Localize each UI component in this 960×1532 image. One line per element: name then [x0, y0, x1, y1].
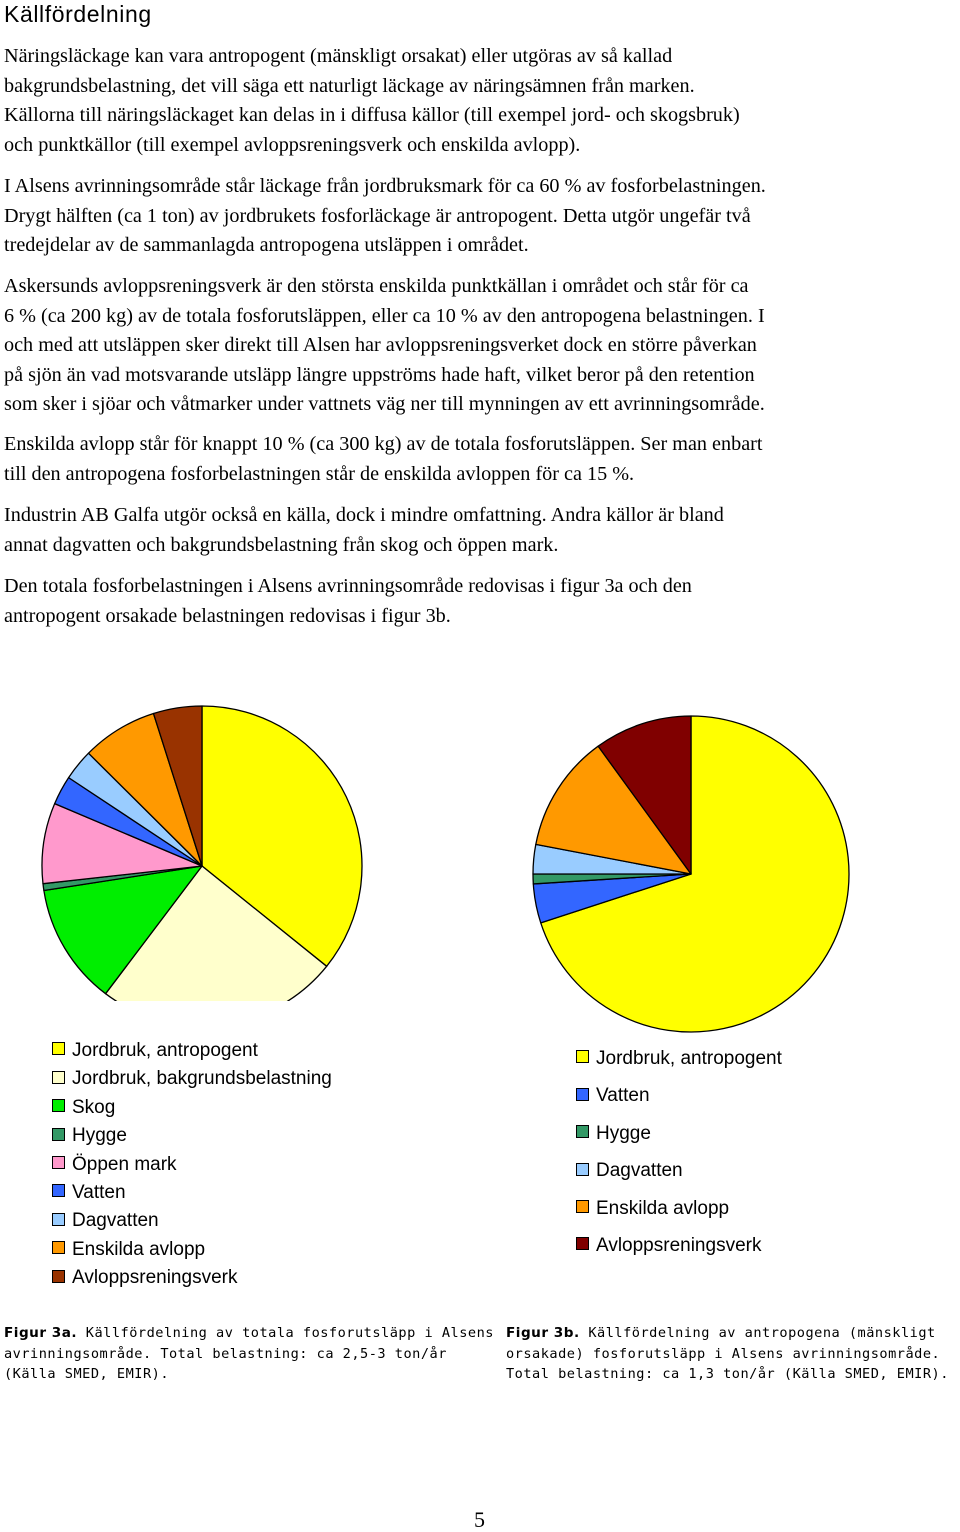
- legend-swatch: [52, 1213, 65, 1226]
- section-heading: Källfördelning: [4, 1, 152, 27]
- legend-item: [576, 1233, 782, 1270]
- paragraph-2: [4, 172, 959, 261]
- legend-label: Hygge: [596, 1122, 651, 1144]
- legend-item: [52, 1096, 332, 1124]
- paragraph-line: annat dagvatten och bakgrundsbelastning från skog och öppen mark.: [4, 533, 559, 556]
- legend-swatch: [576, 1050, 589, 1063]
- legend-label: Dagvatten: [596, 1160, 683, 1182]
- legend-swatch: [576, 1200, 589, 1213]
- paragraph-line: Drygt hälften (ca 1 ton) av jordbrukets fosforläckage är antropogent. Detta utgör ungefär två: [4, 204, 751, 227]
- caption-line: Total belastning: ca 1,3 ton/år (Källa SMED, EMIR).: [506, 1366, 949, 1383]
- legend-swatch: [52, 1128, 65, 1141]
- legend-swatch: [576, 1237, 589, 1250]
- legend-item: [576, 1196, 782, 1233]
- legend-label: Vatten: [72, 1181, 126, 1203]
- legend-swatch: [52, 1270, 65, 1283]
- legend-swatch: [52, 1071, 65, 1084]
- legend-swatch: [52, 1184, 65, 1197]
- legend-label: Vatten: [596, 1085, 650, 1107]
- legend-item: [52, 1153, 332, 1181]
- pie-chart-figur-3a: [36, 701, 368, 1001]
- paragraph-line: Den totala fosforbelastningen i Alsens avrinningsområde redovisas i figur 3a och den: [4, 575, 692, 597]
- legend-item: [576, 1158, 782, 1195]
- caption-line: (Källa SMED, EMIR).: [4, 1366, 169, 1383]
- legend-item: [52, 1067, 332, 1095]
- caption-text: Källfördelning av totala fosforutsläpp i Alsens: [85, 1325, 494, 1341]
- figure-caption-3b: [506, 1323, 949, 1385]
- legend-swatch: [576, 1088, 589, 1101]
- legend-swatch: [52, 1042, 65, 1055]
- page-number: 5: [474, 1507, 485, 1532]
- legend-label: Skog: [72, 1096, 116, 1118]
- figure-caption-3a: [4, 1323, 494, 1385]
- legend-item: [52, 1181, 332, 1209]
- caption-label: Figur 3a.: [4, 1325, 78, 1341]
- legend-swatch: [52, 1241, 65, 1254]
- paragraph-line: som sker i sjöar och våtmarker under vattnets väg ner till mynningen av ett avrinningsområde.: [4, 393, 765, 416]
- pie-chart-figur-3b: [526, 711, 858, 1041]
- paragraph-line: tredejdelar av de sammanlagda antropogena utsläppen i området.: [4, 234, 529, 257]
- legend-label: Jordbruk, antropogent: [596, 1048, 782, 1069]
- paragraph-line: Enskilda avlopp står för knappt 10 % (ca 300 kg) av de totala fosforutsläppen. Ser man enbart: [4, 433, 763, 455]
- paragraph-5: [4, 501, 959, 560]
- caption-line: avrinningsområde. Total belastning: ca 2,5-3 ton/år: [4, 1345, 447, 1362]
- legend-swatch: [52, 1156, 65, 1169]
- paragraph-line: Näringsläckage kan vara antropogent (mänskligt orsakat) eller utgöras av så kallad: [4, 45, 673, 67]
- legend-label: Jordbruk, bakgrundsbelastning: [72, 1068, 332, 1090]
- paragraph-line: 6 % (ca 200 kg) av de totala fosforutsläppen, eller ca 10 % av den antropogena belastningen. I: [4, 304, 765, 327]
- legend-label: Enskilda avlopp: [72, 1238, 206, 1260]
- paragraph-line: och med att utsläppen sker direkt till Alsen har avloppsreningsverket dock en större påverkan: [4, 334, 757, 357]
- caption-line: [4, 1323, 494, 1344]
- paragraph-line: Askersunds avloppsreningsverk är den största enskilda punktkällan i området och står för ca: [4, 275, 749, 297]
- legend-label: Jordbruk, antropogent: [72, 1040, 258, 1061]
- paragraph-4: [4, 430, 959, 489]
- legend-figur-3b: [576, 1046, 782, 1270]
- paragraph-line: I Alsens avrinningsområde står läckage från jordbruksmark för ca 60 % av fosforbelastningen.: [4, 175, 766, 197]
- paragraph-1: [4, 42, 959, 160]
- paragraph-line: bakgrundsbelastning, det vill säga ett naturligt läckage av näringsämnen från marken.: [4, 74, 695, 97]
- paragraph-6: [4, 572, 959, 631]
- legend-item: [576, 1121, 782, 1158]
- legend-figur-3a: [52, 1039, 332, 1295]
- legend-label: Avloppsreningsverk: [596, 1234, 762, 1256]
- paragraph-3: [4, 272, 959, 420]
- legend-swatch: [576, 1125, 589, 1138]
- paragraph-line: och punktkällor (till exempel avloppsreningsverk och enskilda avlopp).: [4, 133, 581, 156]
- legend-item: [576, 1083, 782, 1120]
- legend-label: Hygge: [72, 1125, 127, 1147]
- caption-text: Källfördelning av antropogena (mänskligt: [588, 1325, 936, 1341]
- legend-swatch: [576, 1163, 589, 1176]
- paragraph-line: på sjön än vad motsvarande utsläpp längre uppströms hade haft, vilket beror på den retention: [4, 363, 755, 386]
- legend-item: [52, 1039, 332, 1067]
- legend-item: [52, 1238, 332, 1266]
- legend-swatch: [52, 1099, 65, 1112]
- legend-item: [52, 1266, 332, 1294]
- legend-label: Enskilda avlopp: [596, 1197, 730, 1219]
- paragraph-line: Källorna till näringsläckaget kan delas in i diffusa källor (till exempel jord- och skogsbruk): [4, 104, 740, 127]
- legend-item: [52, 1124, 332, 1152]
- caption-line: orsakade) fosforutsläpp i Alsens avrinningsområde.: [506, 1345, 941, 1362]
- paragraph-line: till den antropogena fosforbelastningen står de enskilda avloppen för ca 15 %.: [4, 462, 635, 485]
- paragraph-line: antropogent orsakade belastningen redovisas i figur 3b.: [4, 604, 451, 627]
- legend-item: [576, 1046, 782, 1083]
- caption-line: [506, 1323, 949, 1344]
- legend-label: Dagvatten: [72, 1210, 159, 1232]
- paragraph-line: Industrin AB Galfa utgör också en källa, dock i mindre omfattning. Andra källor är bland: [4, 504, 724, 526]
- legend-label: Öppen mark: [72, 1153, 177, 1175]
- legend-label: Avloppsreningsverk: [72, 1267, 238, 1289]
- legend-item: [52, 1209, 332, 1237]
- caption-label: Figur 3b.: [506, 1325, 580, 1341]
